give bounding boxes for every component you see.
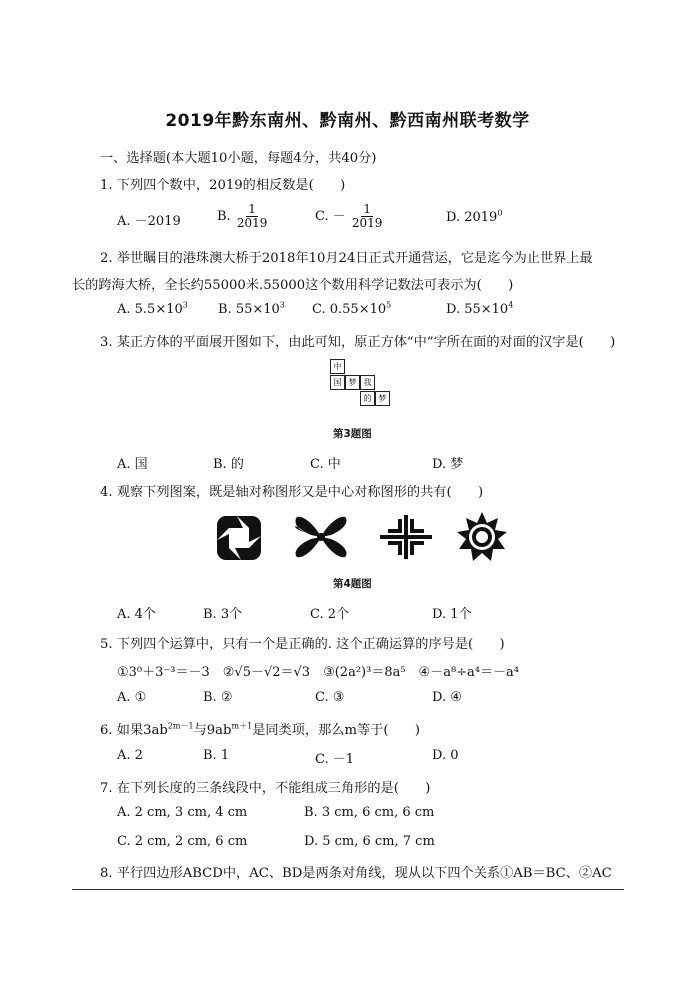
q6-exponent-1: 2m－1 <box>167 721 194 731</box>
question-2-line-1: 2. 举世瞩目的港珠澳大桥于2018年10月24日正式开通营运，它是迄今为止世界上最 <box>100 251 593 266</box>
q5-option-d: D. ④ <box>432 690 462 705</box>
q1-option-b <box>217 203 269 230</box>
q1-option-d <box>446 210 502 225</box>
q4-option-c: C. 2个 <box>310 607 350 622</box>
cube-cell-zhong: 中 <box>330 359 345 374</box>
cube-cell-meng-2: 梦 <box>375 391 390 406</box>
figure-3-caption: 第3题图 <box>333 428 372 440</box>
cube-cell-de: 的 <box>360 391 375 406</box>
question-3-stem: 3. 某正方体的平面展开图如下，由此可知，原正方体“中”字所在面的对面的汉字是( ) <box>100 335 616 350</box>
q4-option-d: D. 1个 <box>432 607 472 622</box>
pattern-2-clover <box>293 513 349 561</box>
cube-cell-meng-1: 梦 <box>345 375 360 390</box>
q1-option-a: A. －2019 <box>117 214 181 229</box>
q5-option-b: B. ② <box>203 690 233 705</box>
q4-option-a: A. 4个 <box>117 607 156 622</box>
q1-b-denominator: 2019 <box>236 216 268 230</box>
q6-option-c: C. －1 <box>315 752 355 767</box>
q2-b-exponent: 3 <box>279 300 285 310</box>
question-2-line-2: 长的跨海大桥，全长约55000米.55000这个数用科学记数法可表示为( ) <box>72 278 514 293</box>
q1-c-numerator: 1 <box>363 202 371 216</box>
question-1-stem: 1. 下列四个数中，2019的相反数是( ) <box>100 178 346 193</box>
q2-c-exponent: 5 <box>386 300 392 310</box>
q6-option-a: A. 2 <box>117 748 143 763</box>
cube-cell-wo: 我 <box>360 375 375 390</box>
q5-option-a: A. ① <box>117 690 147 705</box>
q1-option-c <box>315 203 384 230</box>
q2-b-base: B. 55×10 <box>218 302 280 317</box>
q5-option-c: C. ③ <box>315 690 345 705</box>
q7-option-b: B. 3 cm, 6 cm, 6 cm <box>304 805 435 820</box>
q3-option-b: B. 的 <box>213 457 244 472</box>
q2-a-exponent: 3 <box>182 300 188 310</box>
q1-option-c-prefix: C. － <box>315 209 346 224</box>
q2-c-base: C. 0.55×10 <box>312 302 387 317</box>
figure-4-caption: 第4题图 <box>333 578 372 590</box>
q1-d-exponent: 0 <box>497 208 503 218</box>
q1-option-b-prefix: B. <box>217 209 231 224</box>
q7-option-c: C. 2 cm, 2 cm, 6 cm <box>117 834 248 849</box>
q3-option-a: A. 国 <box>117 457 148 472</box>
question-5-stem: 5. 下列四个运算中，只有一个是正确的. 这个正确运算的序号是( ) <box>100 637 505 652</box>
q1-d-base: D. 2019 <box>446 210 498 225</box>
question-4-stem: 4. 观察下列图案，既是轴对称图形又是中心对称图形的共有( ) <box>100 485 484 500</box>
q4-option-b: B. 3个 <box>203 607 243 622</box>
q2-a-base: A. 5.5×10 <box>117 302 183 317</box>
q6-exponent-2: m＋1 <box>231 721 253 731</box>
q7-option-d: D. 5 cm, 6 cm, 7 cm <box>304 834 435 849</box>
pattern-1-pinwheel <box>213 514 265 562</box>
q6-stem-mid: 与9ab <box>193 723 232 738</box>
q3-option-d: D. 梦 <box>432 457 464 472</box>
q6-stem-post: 是同类项，那么m等于( ) <box>252 723 421 738</box>
q6-stem-pre: 6. 如果3ab <box>100 723 168 738</box>
page-footer-rule <box>72 889 624 890</box>
q2-d-exponent: 4 <box>508 300 514 310</box>
q2-option-c <box>312 302 391 317</box>
q1-option-c-fraction <box>350 203 385 230</box>
section-heading: 一、选择题(本大题10小题，每题4分，共40分) <box>100 151 377 166</box>
q2-option-a <box>117 302 188 317</box>
q1-b-numerator: 1 <box>248 202 256 216</box>
q6-option-b: B. 1 <box>203 748 230 763</box>
question-6-stem <box>100 719 420 738</box>
q2-d-base: D. 55×10 <box>446 302 509 317</box>
q1-c-denominator: 2019 <box>351 216 383 230</box>
q3-option-c: C. 中 <box>310 457 341 472</box>
pattern-3-cross <box>378 513 434 561</box>
q1-option-b-fraction <box>235 203 270 230</box>
cube-cell-guo: 国 <box>330 375 345 390</box>
pattern-4-flower <box>456 511 508 563</box>
page-title: 2019年黔东南州、黔南州、黔西南州联考数学 <box>165 111 530 131</box>
q5-expressions: ①3⁰＋3⁻³＝－3 ②√5－√2＝√3 ③(2a²)³＝8a⁵ ④－a⁸÷a⁴＝－a⁴ <box>117 665 519 680</box>
q2-option-d <box>446 302 513 317</box>
q7-option-a: A. 2 cm, 3 cm, 4 cm <box>117 805 248 820</box>
question-7-stem: 7. 在下列长度的三条线段中，不能组成三角形的是( ) <box>100 781 431 796</box>
q6-option-d: D. 0 <box>432 748 459 763</box>
q2-option-b <box>218 302 285 317</box>
question-8-stem: 8. 平行四边形ABCD中，AC、BD是两条对角线，现从以下四个关系①AB＝BC、②AC <box>100 866 612 881</box>
